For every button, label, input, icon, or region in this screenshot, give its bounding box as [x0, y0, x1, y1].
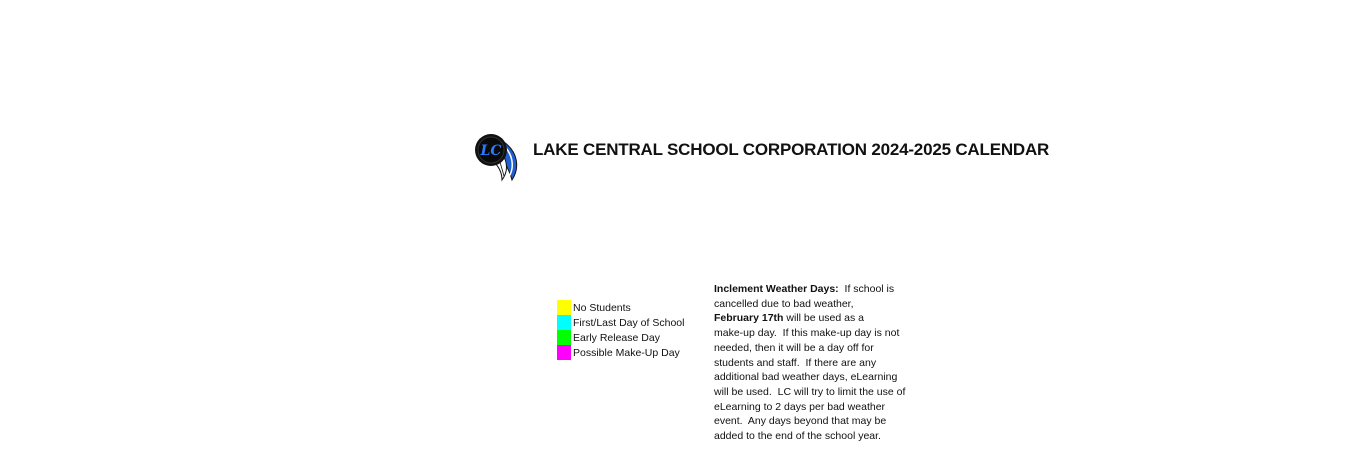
- note-line1: If school is: [838, 283, 895, 295]
- makeup-date: February 17th: [714, 312, 784, 325]
- note-line2: cancelled due to bad weather,: [714, 297, 854, 310]
- calendar-legend: [557, 300, 707, 360]
- legend-item-makeup-day: [557, 345, 707, 360]
- legend-item-first-last-day: [557, 315, 707, 330]
- legend-swatch: [557, 330, 571, 345]
- legend-label: First/Last Day of School: [573, 317, 685, 329]
- page-title: LAKE CENTRAL SCHOOL CORPORATION 2024-2025 CALENDAR: [533, 140, 1050, 159]
- note-body: make-up day. If this make-up day is not needed, then it will be a day off for students and staff. If there are any additional bad weather days, eLearning will be used. LC will try to limit the use of eLearning to 2 days per bad weather event. Any days beyond that may be added to the end of the school year.: [714, 327, 909, 443]
- legend-label: Possible Make-Up Day: [573, 347, 680, 359]
- legend-item-early-release: [557, 330, 707, 345]
- note-after-date: will be used as a: [783, 312, 864, 325]
- legend-item-no-students: [557, 300, 707, 315]
- svg-text:LC: LC: [480, 143, 502, 159]
- inclement-weather-note: [714, 282, 914, 444]
- legend-swatch: [557, 315, 571, 330]
- legend-label: Early Release Day: [573, 332, 660, 344]
- note-heading: Inclement Weather Days:: [714, 283, 839, 295]
- legend-swatch: [557, 345, 571, 360]
- legend-swatch: [557, 300, 571, 315]
- school-logo-icon: [474, 132, 520, 182]
- legend-label: No Students: [573, 302, 631, 314]
